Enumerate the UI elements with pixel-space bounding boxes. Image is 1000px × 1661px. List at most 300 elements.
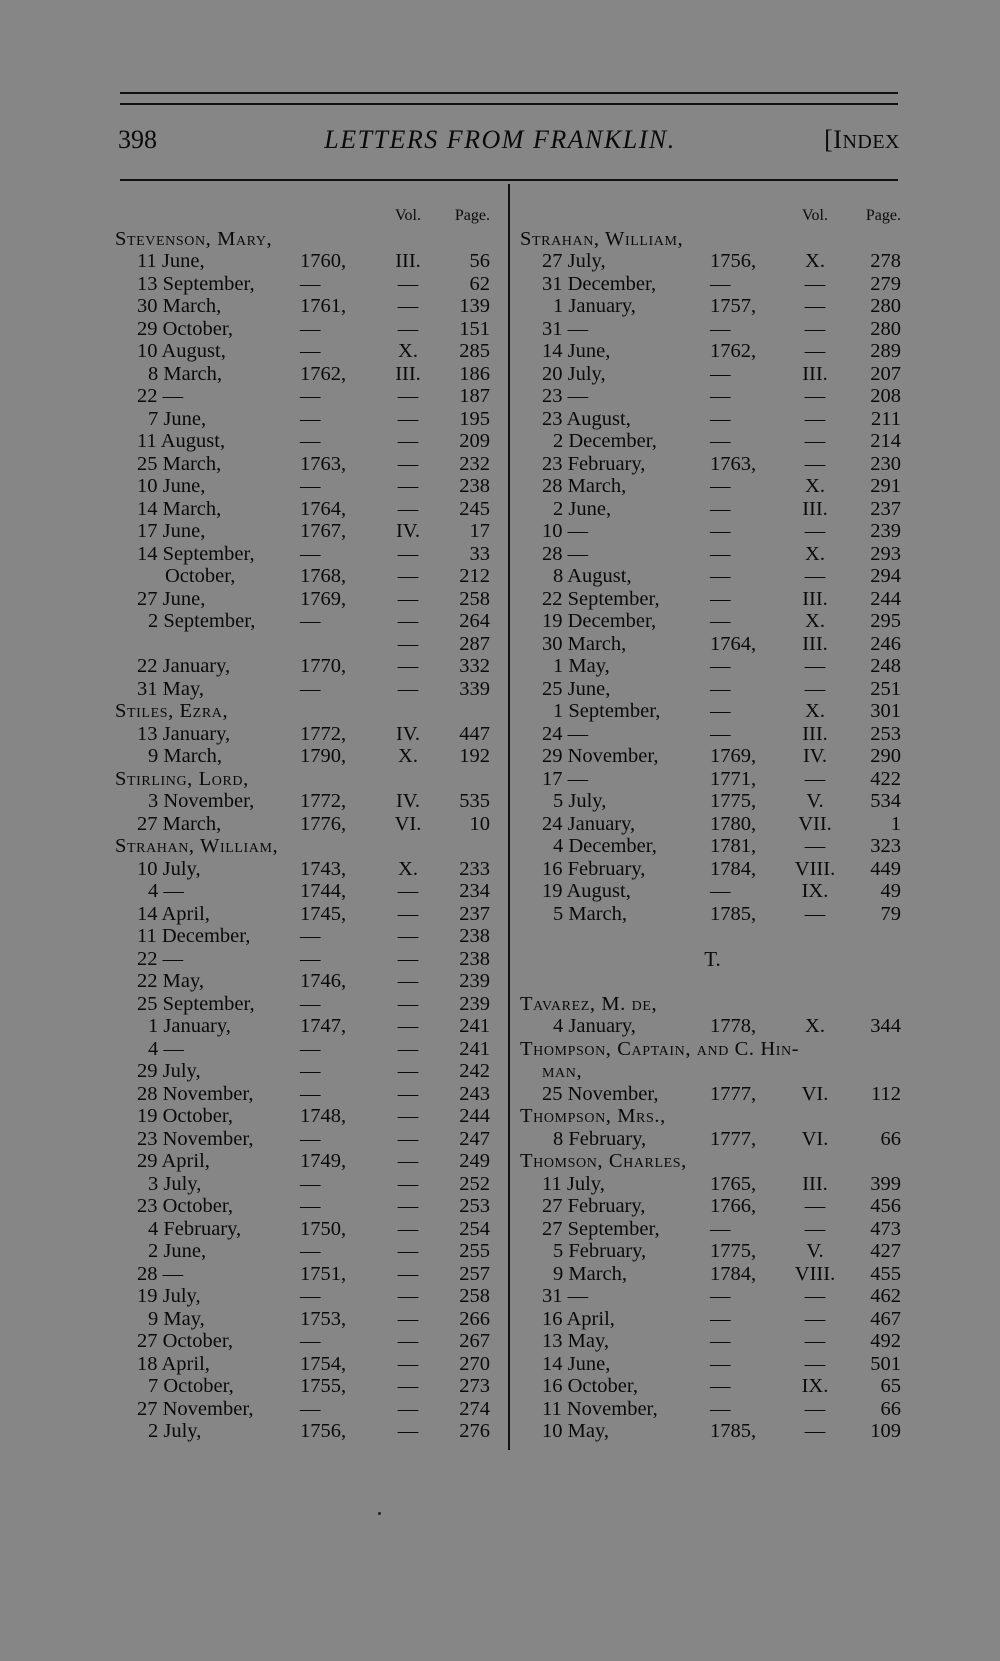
entry-date: 3 July, bbox=[148, 1172, 202, 1195]
entry-date: 25 June, bbox=[542, 677, 611, 700]
entry-year: — bbox=[300, 1240, 321, 1262]
entry-date: 19 October, bbox=[137, 1105, 233, 1127]
entry-volume: X. bbox=[398, 745, 418, 767]
index-entry bbox=[115, 430, 495, 453]
entry-year: 1784, bbox=[710, 857, 757, 880]
index-entry bbox=[520, 1263, 905, 1286]
index-entry bbox=[520, 723, 905, 746]
entry-year: 1757, bbox=[710, 295, 757, 317]
entry-page: 238 bbox=[459, 925, 490, 947]
entry-date: 1 January, bbox=[148, 1015, 231, 1037]
entry-volume: — bbox=[397, 430, 419, 452]
entry-page: 139 bbox=[459, 295, 490, 317]
entry-date: 29 July, bbox=[137, 1060, 201, 1082]
entry-year: — bbox=[710, 722, 731, 745]
entry-date: 25 September, bbox=[137, 992, 255, 1015]
entry-year: — bbox=[300, 1195, 321, 1217]
entry-volume: — bbox=[397, 947, 419, 970]
entry-year: 1776, bbox=[300, 812, 347, 835]
entry-page: 10 bbox=[469, 812, 490, 835]
entry-year: 1785, bbox=[710, 1420, 757, 1442]
entry-volume: — bbox=[397, 272, 419, 295]
index-entry bbox=[520, 318, 905, 341]
entry-page: 66 bbox=[880, 1397, 901, 1420]
entry-page: 245 bbox=[459, 497, 490, 520]
entry-year: — bbox=[300, 1172, 321, 1195]
entry-year: — bbox=[710, 610, 731, 632]
index-entry bbox=[520, 880, 905, 903]
entry-volume: — bbox=[397, 610, 419, 632]
entry-date: 24 — bbox=[542, 722, 589, 745]
entry-year: — bbox=[710, 1307, 731, 1330]
letter-heading: T. bbox=[704, 946, 721, 971]
index-entry bbox=[115, 588, 495, 611]
entry-date: 27 June, bbox=[137, 587, 206, 610]
index-entry bbox=[520, 250, 905, 273]
entry-page: 214 bbox=[870, 430, 901, 452]
entry-date: 14 March, bbox=[137, 497, 222, 520]
entry-date: October, bbox=[165, 565, 236, 587]
index-entry bbox=[115, 385, 495, 408]
entry-year: 1765, bbox=[710, 1172, 757, 1195]
entry-date: 2 September, bbox=[148, 610, 256, 632]
index-entry bbox=[520, 520, 905, 543]
entry-year: 1755, bbox=[300, 1375, 347, 1397]
entry-year: 1745, bbox=[300, 902, 347, 925]
entry-page: 501 bbox=[870, 1352, 901, 1375]
index-entry bbox=[520, 1015, 905, 1038]
entry-date: 30 March, bbox=[542, 632, 627, 655]
correspondent-name: Stirling, Lord, bbox=[115, 767, 249, 790]
index-entry bbox=[115, 250, 495, 273]
entry-volume: — bbox=[804, 655, 826, 677]
entry-year: 1772, bbox=[300, 722, 347, 745]
entry-year: 1762, bbox=[300, 362, 347, 385]
correspondent-name: Stiles, Ezra, bbox=[115, 700, 229, 722]
entry-page: 237 bbox=[870, 497, 901, 520]
index-heading bbox=[520, 1060, 905, 1083]
entry-volume: — bbox=[397, 1127, 419, 1150]
ink-speck bbox=[378, 1512, 381, 1515]
entry-volume: X. bbox=[805, 475, 825, 497]
column-header-left bbox=[115, 205, 495, 228]
entry-date: 28 March, bbox=[542, 475, 627, 497]
entry-date: 10 May, bbox=[542, 1420, 609, 1442]
entry-date: 22 May, bbox=[137, 970, 204, 992]
entry-volume: — bbox=[397, 1285, 419, 1307]
index-entry bbox=[520, 295, 905, 318]
entry-page: 207 bbox=[870, 362, 901, 385]
entry-date: 11 June, bbox=[137, 250, 205, 272]
entry-year: 1753, bbox=[300, 1307, 347, 1330]
index-entry bbox=[115, 408, 495, 431]
entry-date: 13 January, bbox=[137, 722, 231, 745]
index-entry bbox=[115, 858, 495, 881]
entry-page: 462 bbox=[870, 1285, 901, 1307]
entry-date: 14 June, bbox=[542, 340, 611, 362]
entry-page: 270 bbox=[459, 1352, 490, 1375]
entry-year: — bbox=[710, 317, 731, 340]
entry-year: — bbox=[710, 880, 731, 902]
entry-year: 1767, bbox=[300, 520, 347, 542]
entry-year: 1763, bbox=[710, 452, 757, 475]
entry-page: 49 bbox=[880, 880, 901, 902]
entry-year: 1770, bbox=[300, 655, 347, 677]
entry-volume: IX. bbox=[801, 880, 829, 902]
index-entry bbox=[520, 1195, 905, 1218]
entry-date: 18 April, bbox=[137, 1352, 210, 1375]
entry-volume: VIII. bbox=[794, 1262, 836, 1285]
entry-volume: VI. bbox=[801, 1082, 829, 1105]
entry-volume: — bbox=[804, 1397, 826, 1420]
entry-year: — bbox=[300, 1060, 321, 1082]
entry-date: 28 — bbox=[137, 1262, 184, 1285]
entry-date: 17 — bbox=[542, 767, 589, 790]
entry-page: 467 bbox=[870, 1307, 901, 1330]
entry-page: 289 bbox=[870, 340, 901, 362]
entry-page: 273 bbox=[459, 1375, 490, 1397]
index-entry bbox=[520, 408, 905, 431]
index-entry bbox=[115, 790, 495, 813]
entry-page: 242 bbox=[459, 1060, 490, 1082]
entry-date: 20 July, bbox=[542, 362, 606, 385]
index-entry bbox=[520, 858, 905, 881]
blank-line bbox=[520, 970, 905, 993]
entry-year: 1768, bbox=[300, 565, 347, 587]
entry-year: 1764, bbox=[710, 632, 757, 655]
entry-year: — bbox=[710, 565, 731, 587]
index-entry bbox=[115, 565, 495, 588]
entry-year: — bbox=[710, 1330, 731, 1352]
entry-volume: — bbox=[804, 407, 826, 430]
entry-volume: — bbox=[397, 497, 419, 520]
entry-date: 1 September, bbox=[553, 700, 661, 722]
entry-date: 11 August, bbox=[137, 430, 226, 452]
entry-volume: V. bbox=[806, 1240, 824, 1262]
entry-volume: IV. bbox=[395, 520, 421, 542]
entry-year: — bbox=[300, 992, 321, 1015]
entry-date: 2 June, bbox=[553, 497, 612, 520]
index-entry bbox=[115, 1150, 495, 1173]
entry-year: — bbox=[300, 340, 321, 362]
entry-page: 274 bbox=[459, 1397, 490, 1420]
entry-year: 1761, bbox=[300, 295, 347, 317]
entry-page: 186 bbox=[459, 362, 490, 385]
entry-page: 208 bbox=[870, 385, 901, 407]
entry-date: 9 May, bbox=[148, 1307, 205, 1330]
entry-volume: — bbox=[397, 1240, 419, 1262]
index-heading bbox=[520, 1150, 905, 1173]
entry-date: 29 October, bbox=[137, 317, 233, 340]
entry-volume: — bbox=[804, 385, 826, 407]
entry-volume: — bbox=[804, 520, 826, 542]
entry-volume: — bbox=[804, 340, 826, 362]
entry-year: — bbox=[300, 1285, 321, 1307]
top-double-rule-lower bbox=[120, 103, 898, 105]
entry-volume: IX. bbox=[801, 1375, 829, 1397]
entry-year: — bbox=[300, 1330, 321, 1352]
entry-volume: — bbox=[397, 1397, 419, 1420]
entry-volume: — bbox=[397, 317, 419, 340]
entry-volume: III. bbox=[395, 250, 421, 272]
entry-year: — bbox=[300, 1127, 321, 1150]
index-entry bbox=[520, 385, 905, 408]
entry-year: — bbox=[300, 430, 321, 452]
entry-date: 19 August, bbox=[542, 880, 631, 902]
entry-volume: VI. bbox=[394, 812, 422, 835]
page-header: Page. bbox=[454, 207, 490, 224]
entry-date: 23 — bbox=[542, 385, 589, 407]
index-entry bbox=[520, 1285, 905, 1308]
index-entry bbox=[520, 633, 905, 656]
index-entry bbox=[115, 520, 495, 543]
index-entry bbox=[115, 1308, 495, 1331]
index-entry bbox=[115, 1353, 495, 1376]
entry-page: 239 bbox=[870, 520, 901, 542]
entry-page: 254 bbox=[459, 1217, 490, 1240]
index-entry bbox=[520, 430, 905, 453]
index-heading bbox=[115, 228, 495, 251]
entry-volume: — bbox=[397, 880, 419, 902]
entry-page: 473 bbox=[870, 1217, 901, 1240]
entry-year: 1769, bbox=[300, 587, 347, 610]
entry-date: 19 July, bbox=[137, 1285, 201, 1307]
entry-volume: III. bbox=[802, 1172, 828, 1195]
page-number: 398 bbox=[118, 125, 157, 154]
entry-year: — bbox=[710, 542, 731, 565]
entry-date: 8 March, bbox=[148, 362, 223, 385]
entry-volume: IV. bbox=[802, 745, 828, 767]
entry-page: 399 bbox=[870, 1172, 901, 1195]
index-entry bbox=[520, 453, 905, 476]
entry-date: 10 August, bbox=[137, 340, 226, 362]
entry-volume: — bbox=[804, 565, 826, 587]
entry-volume: X. bbox=[398, 340, 418, 362]
entry-volume: IV. bbox=[395, 790, 421, 812]
blank-line bbox=[520, 925, 905, 948]
entry-page: 233 bbox=[459, 857, 490, 880]
entry-volume: — bbox=[397, 1195, 419, 1217]
entry-year: 1784, bbox=[710, 1262, 757, 1285]
entry-date: 17 June, bbox=[137, 520, 206, 542]
entry-page: 209 bbox=[459, 430, 490, 452]
entry-year: 1746, bbox=[300, 970, 347, 992]
column-divider bbox=[508, 184, 510, 1450]
entry-date: 29 November, bbox=[542, 745, 659, 767]
entry-volume: X. bbox=[805, 700, 825, 722]
entry-date: 27 October, bbox=[137, 1330, 233, 1352]
entry-year: 1763, bbox=[300, 452, 347, 475]
entry-volume: — bbox=[397, 925, 419, 947]
entry-volume: — bbox=[397, 992, 419, 1015]
entry-page: 534 bbox=[870, 790, 901, 812]
entry-page: 280 bbox=[870, 317, 901, 340]
entry-date: 25 March, bbox=[137, 452, 222, 475]
index-entry bbox=[520, 1353, 905, 1376]
entry-page: 241 bbox=[459, 1037, 490, 1060]
entry-page: 238 bbox=[459, 947, 490, 970]
entry-page: 248 bbox=[870, 655, 901, 677]
entry-year: — bbox=[710, 1217, 731, 1240]
index-entry bbox=[115, 340, 495, 363]
entry-volume: — bbox=[804, 902, 826, 925]
letter-section-heading bbox=[520, 948, 905, 971]
entry-year: — bbox=[710, 1285, 731, 1307]
index-entry bbox=[520, 700, 905, 723]
index-entry bbox=[520, 610, 905, 633]
entry-year: 1785, bbox=[710, 902, 757, 925]
entry-date: 29 April, bbox=[137, 1150, 210, 1172]
entry-year: — bbox=[300, 385, 321, 407]
index-entry bbox=[115, 1038, 495, 1061]
entry-date: 27 November, bbox=[137, 1397, 254, 1420]
entry-page: 301 bbox=[870, 700, 901, 722]
entry-page: 33 bbox=[469, 542, 490, 565]
entry-volume: — bbox=[804, 1330, 826, 1352]
entry-page: 252 bbox=[459, 1172, 490, 1195]
correspondent-name: man, bbox=[542, 1060, 583, 1082]
entry-page: 192 bbox=[459, 745, 490, 767]
entry-date: 7 June, bbox=[148, 407, 207, 430]
entry-page: 237 bbox=[459, 902, 490, 925]
index-heading bbox=[520, 1038, 905, 1061]
entry-year: 1762, bbox=[710, 340, 757, 362]
entry-year: — bbox=[710, 1352, 731, 1375]
entry-volume: — bbox=[397, 970, 419, 992]
entry-date: 2 December, bbox=[553, 430, 657, 452]
entry-date: 23 October, bbox=[137, 1195, 233, 1217]
entry-page: 234 bbox=[459, 880, 490, 902]
entry-page: 323 bbox=[870, 835, 901, 857]
entry-date: 5 July, bbox=[553, 790, 607, 812]
entry-page: 249 bbox=[459, 1150, 490, 1172]
entry-page: 295 bbox=[870, 610, 901, 632]
entry-volume: — bbox=[397, 677, 419, 700]
entry-page: 62 bbox=[469, 272, 490, 295]
entry-page: 232 bbox=[459, 452, 490, 475]
entry-page: 244 bbox=[459, 1105, 490, 1127]
index-entry bbox=[115, 1105, 495, 1128]
entry-date: 2 July, bbox=[148, 1420, 202, 1442]
entry-year: — bbox=[710, 700, 731, 722]
entry-page: 267 bbox=[459, 1330, 490, 1352]
entry-year: 1777, bbox=[710, 1127, 757, 1150]
entry-date: 11 December, bbox=[137, 925, 251, 947]
entry-page: 339 bbox=[459, 677, 490, 700]
index-entry bbox=[115, 1060, 495, 1083]
entry-year: — bbox=[710, 407, 731, 430]
index-entry bbox=[520, 835, 905, 858]
entry-year: 1749, bbox=[300, 1150, 347, 1172]
entry-page: 427 bbox=[870, 1240, 901, 1262]
entry-volume: — bbox=[397, 1352, 419, 1375]
entry-page: 247 bbox=[459, 1127, 490, 1150]
entry-year: — bbox=[710, 587, 731, 610]
entry-volume: — bbox=[804, 1307, 826, 1330]
entry-volume: — bbox=[804, 1420, 826, 1442]
entry-date: 22 January, bbox=[137, 655, 231, 677]
entry-page: 287 bbox=[459, 632, 490, 655]
entry-volume: — bbox=[397, 1150, 419, 1172]
entry-volume: V. bbox=[806, 790, 824, 812]
entry-volume: III. bbox=[802, 722, 828, 745]
entry-year: — bbox=[300, 1397, 321, 1420]
correspondent-name: Stevenson, Mary, bbox=[115, 227, 273, 250]
entry-volume: — bbox=[397, 1375, 419, 1397]
entry-year: — bbox=[300, 1037, 321, 1060]
vol-header: Vol. bbox=[395, 207, 421, 224]
entry-page: 239 bbox=[459, 970, 490, 992]
entry-year: — bbox=[300, 407, 321, 430]
entry-page: 244 bbox=[870, 587, 901, 610]
entry-date: 10 — bbox=[542, 520, 589, 542]
entry-volume: X. bbox=[805, 542, 825, 565]
entry-page: 255 bbox=[459, 1240, 490, 1262]
entry-year: — bbox=[710, 385, 731, 407]
index-entry bbox=[115, 1263, 495, 1286]
entry-date: 11 November, bbox=[542, 1397, 658, 1420]
entry-volume: — bbox=[397, 632, 419, 655]
entry-page: 291 bbox=[870, 475, 901, 497]
correspondent-name: Thompson, Captain, and C. Hin- bbox=[520, 1037, 800, 1060]
entry-date: 22 September, bbox=[542, 587, 660, 610]
entry-date: 1 May, bbox=[553, 655, 610, 677]
entry-page: 112 bbox=[871, 1082, 901, 1105]
entry-date: 14 April, bbox=[137, 902, 210, 925]
entry-year: 1751, bbox=[300, 1262, 347, 1285]
entry-volume: — bbox=[397, 1060, 419, 1082]
entry-volume: — bbox=[804, 767, 826, 790]
entry-date: 11 July, bbox=[542, 1172, 605, 1195]
entry-date: 31 — bbox=[542, 317, 589, 340]
entry-volume: — bbox=[804, 1352, 826, 1375]
entry-volume: — bbox=[397, 542, 419, 565]
entry-date: 14 September, bbox=[137, 542, 255, 565]
index-entry bbox=[520, 745, 905, 768]
entry-year: — bbox=[710, 1375, 731, 1397]
entry-volume: X. bbox=[805, 1015, 825, 1037]
entry-date: 2 June, bbox=[148, 1240, 207, 1262]
entry-volume: — bbox=[804, 317, 826, 340]
index-entry bbox=[115, 1330, 495, 1353]
entry-year: — bbox=[710, 520, 731, 542]
entry-year: 1777, bbox=[710, 1082, 757, 1105]
index-entry bbox=[115, 1195, 495, 1218]
entry-page: 455 bbox=[870, 1262, 901, 1285]
entry-date: 7 October, bbox=[148, 1375, 234, 1397]
entry-date: 25 November, bbox=[542, 1082, 659, 1105]
index-entry bbox=[520, 678, 905, 701]
entry-date: 27 July, bbox=[542, 250, 606, 272]
entry-year: 1775, bbox=[710, 790, 757, 812]
entry-volume: III. bbox=[802, 587, 828, 610]
index-entry bbox=[520, 1083, 905, 1106]
entry-date: 27 February, bbox=[542, 1195, 646, 1217]
index-entry bbox=[115, 633, 495, 656]
entry-volume: — bbox=[397, 1307, 419, 1330]
entry-volume: — bbox=[804, 295, 826, 317]
correspondent-name: Strahan, William, bbox=[520, 227, 684, 250]
index-entry bbox=[520, 1218, 905, 1241]
index-entry bbox=[115, 993, 495, 1016]
entry-date: 4 — bbox=[148, 880, 184, 902]
entry-volume: — bbox=[397, 1330, 419, 1352]
entry-volume: IV. bbox=[395, 722, 421, 745]
index-entry bbox=[115, 1420, 495, 1443]
index-column-right bbox=[520, 205, 905, 1443]
index-entry bbox=[115, 678, 495, 701]
entry-volume: X. bbox=[398, 857, 418, 880]
